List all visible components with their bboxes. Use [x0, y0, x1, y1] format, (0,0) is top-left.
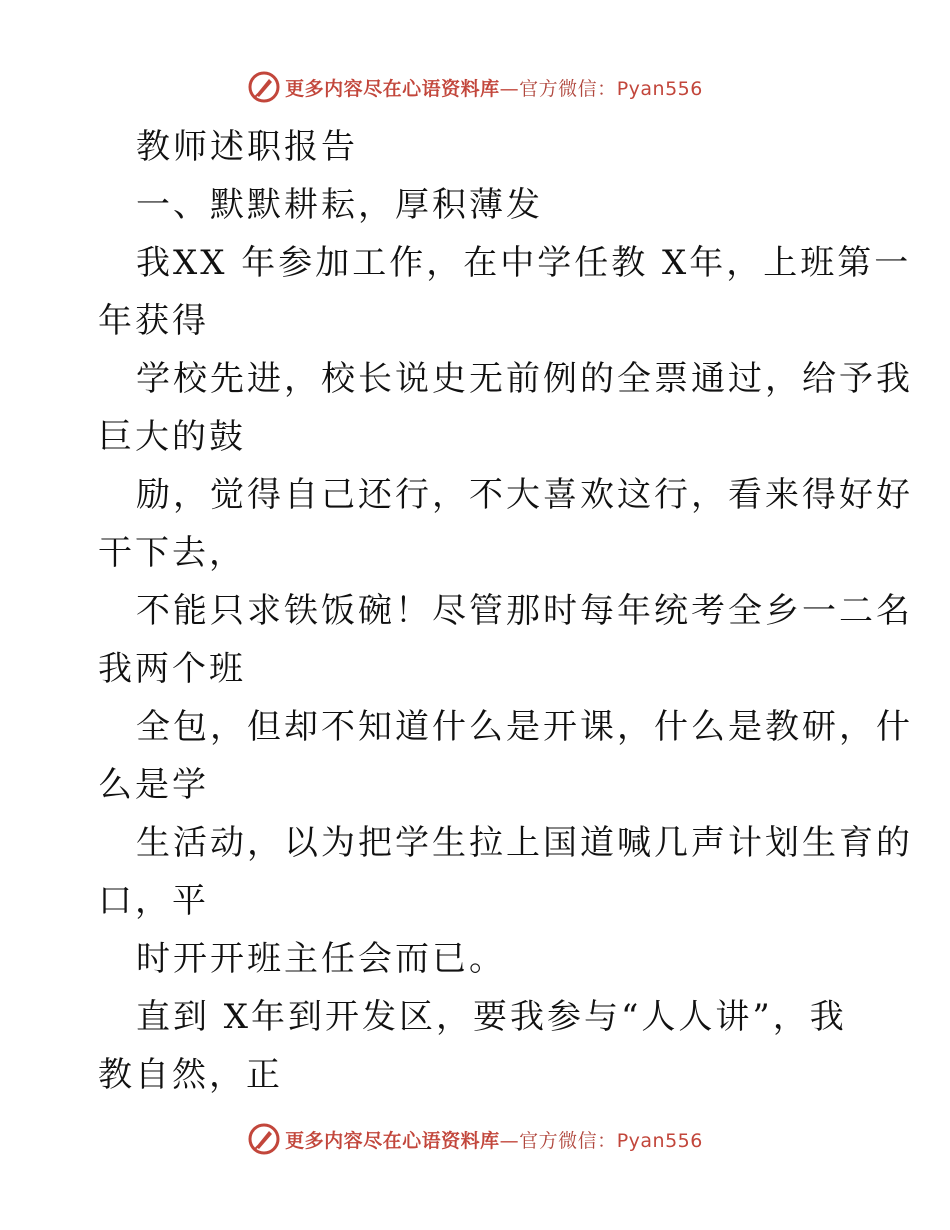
watermark-wechat-label: 官方微信：	[519, 1129, 617, 1152]
quill-logo-icon	[247, 1122, 281, 1156]
watermark-wechat-label: 官方微信：	[519, 77, 617, 100]
text-line: 巨大的鼓	[98, 417, 246, 457]
text-line: 年获得	[98, 301, 209, 341]
text-line: 不能只求铁饭碗！尽管那时每年统考全乡一二名	[136, 591, 913, 631]
watermark-dash: —	[499, 77, 520, 100]
quill-logo-icon	[247, 70, 281, 104]
text-line: 教自然，正	[98, 1055, 283, 1095]
text-line: 生活动，以为把学生拉上国道喊几声计划生育的	[136, 823, 913, 863]
text-line: 我两个班	[98, 649, 246, 689]
watermark-wechat-id: Pyan556	[616, 77, 703, 100]
text-line: 时开开班主任会而已。	[136, 939, 506, 979]
document-body	[98, 118, 913, 1104]
footer-watermark-banner	[0, 1122, 950, 1156]
text-line: 我XX 年参加工作，在中学任教 X年，上班第一	[136, 243, 912, 283]
text-line: 么是学	[98, 765, 209, 805]
watermark-dash: —	[499, 1129, 520, 1152]
text-line: 学校先进，校长说史无前例的全票通过，给予我	[136, 359, 913, 399]
watermark-text	[285, 1126, 703, 1153]
watermark-site-name: 更多内容尽在心语资料库	[285, 77, 500, 100]
text-line: 励，觉得自己还行，不大喜欢这行，看来得好好	[136, 475, 913, 515]
text-line: 全包，但却不知道什么是开课，什么是教研，什	[136, 707, 913, 747]
text-line: 一、默默耕耘，厚积薄发	[136, 185, 543, 225]
watermark-wechat-id: Pyan556	[616, 1129, 703, 1152]
watermark-text	[285, 74, 703, 101]
watermark-site-name: 更多内容尽在心语资料库	[285, 1129, 500, 1152]
text-line: 直到 X年到开发区，要我参与“人人讲”，我	[136, 997, 847, 1037]
text-line: 干下去，	[98, 533, 246, 573]
text-line: 口，平	[98, 881, 209, 921]
header-watermark-banner	[0, 70, 950, 104]
text-line: 教师述职报告	[136, 127, 358, 167]
